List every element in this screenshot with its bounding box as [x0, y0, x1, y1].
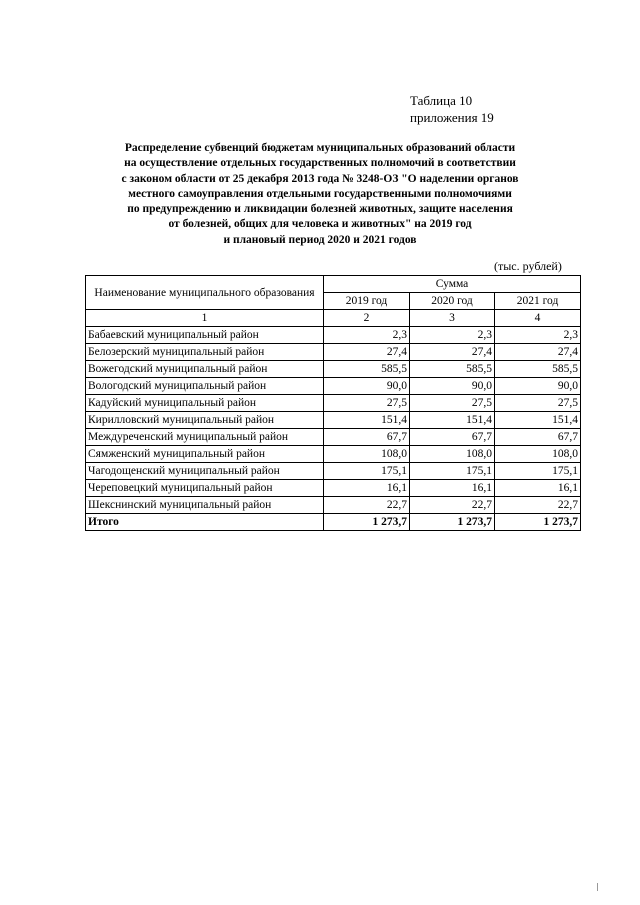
value-2020: 1 273,7: [410, 514, 495, 531]
col-number: 2: [324, 310, 410, 327]
value-2021: 108,0: [495, 446, 581, 463]
value-2019: 1 273,7: [324, 514, 410, 531]
year-header: 2021 год: [495, 293, 581, 310]
district-name: Череповецкий муниципальный район: [86, 480, 324, 497]
appendix-number: приложения 19: [410, 110, 494, 125]
year-header: 2020 год: [410, 293, 495, 310]
col-number: 4: [495, 310, 581, 327]
district-name: Итого: [86, 514, 324, 531]
value-2021: 175,1: [495, 463, 581, 480]
value-2020: 67,7: [410, 429, 495, 446]
value-2019: 67,7: [324, 429, 410, 446]
value-2020: 27,5: [410, 395, 495, 412]
col-number: 1: [86, 310, 324, 327]
value-2021: 585,5: [495, 361, 581, 378]
value-2021: 27,4: [495, 344, 581, 361]
value-2021: 22,7: [495, 497, 581, 514]
value-2021: 27,5: [495, 395, 581, 412]
table-row: [86, 429, 581, 446]
district-name: Сямженский муниципальный район: [86, 446, 324, 463]
value-2021: 2,3: [495, 327, 581, 344]
col-name-header: Наименование муниципального образования: [86, 276, 324, 310]
table-row: [86, 480, 581, 497]
value-2021: 67,7: [495, 429, 581, 446]
title-line: Распределение субвенций бюджетам муниципальных образований области: [124, 142, 516, 154]
units-label: (тыс. рублей): [494, 259, 562, 273]
table-row: [86, 327, 581, 344]
district-name: Вожегодский муниципальный район: [86, 361, 324, 378]
table-row: [86, 395, 581, 412]
value-2021: 16,1: [495, 480, 581, 497]
title-line: и плановый период 2020 и 2021 годов: [223, 233, 417, 246]
value-2021: 151,4: [495, 412, 581, 429]
document-title: [95, 141, 545, 248]
value-2019: 2,3: [324, 327, 410, 344]
value-2019: 27,5: [324, 395, 410, 412]
value-2019: 27,4: [324, 344, 410, 361]
subsidy-table: [85, 275, 581, 531]
title-line: на осуществление отдельных государственных полномочий в соответствии: [124, 157, 516, 170]
table-row: [86, 412, 581, 429]
table-row: [86, 378, 581, 395]
value-2019: 22,7: [324, 497, 410, 514]
table-row: [86, 344, 581, 361]
table-row: [86, 497, 581, 514]
value-2020: 585,5: [410, 361, 495, 378]
title-line: местного самоуправления отдельными государственными полномочиями: [128, 187, 512, 200]
table-row: [86, 463, 581, 480]
district-name: Кирилловский муниципальный район: [86, 412, 324, 429]
value-2019: 585,5: [324, 361, 410, 378]
value-2019: 90,0: [324, 378, 410, 395]
title-line: с законом области от 25 декабря 2013 года № 3248-ОЗ "О наделении органов: [121, 172, 519, 185]
column-numbers-row: [86, 310, 581, 327]
value-2020: 90,0: [410, 378, 495, 395]
district-name: Вологодский муниципальный район: [86, 378, 324, 395]
district-name: Бабаевский муниципальный район: [86, 327, 324, 344]
table-row: [86, 446, 581, 463]
district-name: Белозерский муниципальный район: [86, 344, 324, 361]
value-2019: 16,1: [324, 480, 410, 497]
value-2020: 27,4: [410, 344, 495, 361]
district-name: Шекснинский муниципальный район: [86, 497, 324, 514]
header-row: [86, 276, 581, 293]
total-row: [86, 514, 581, 531]
value-2020: 108,0: [410, 446, 495, 463]
margin-mark: [597, 883, 598, 891]
table-number: Таблица 10: [410, 93, 473, 108]
year-header: 2019 год: [324, 293, 410, 310]
sum-header: Сумма: [324, 276, 581, 293]
value-2020: 16,1: [410, 480, 495, 497]
value-2019: 151,4: [324, 412, 410, 429]
district-name: Чагодощенский муниципальный район: [86, 463, 324, 480]
value-2020: 22,7: [410, 497, 495, 514]
district-name: Кадуйский муниципальный район: [86, 395, 324, 412]
title-line: по предупреждению и ликвидации болезней животных, защите населения: [127, 203, 513, 216]
value-2021: 90,0: [495, 378, 581, 395]
title-line: от болезней, общих для человека и животных" на 2019 год: [168, 218, 472, 231]
value-2020: 151,4: [410, 412, 495, 429]
value-2019: 175,1: [324, 463, 410, 480]
col-number: 3: [410, 310, 495, 327]
district-name: Междуреченский муниципальный район: [86, 429, 324, 446]
table-row: [86, 361, 581, 378]
value-2020: 175,1: [410, 463, 495, 480]
value-2019: 108,0: [324, 446, 410, 463]
value-2020: 2,3: [410, 327, 495, 344]
value-2021: 1 273,7: [495, 514, 581, 531]
table-reference: [410, 92, 494, 126]
